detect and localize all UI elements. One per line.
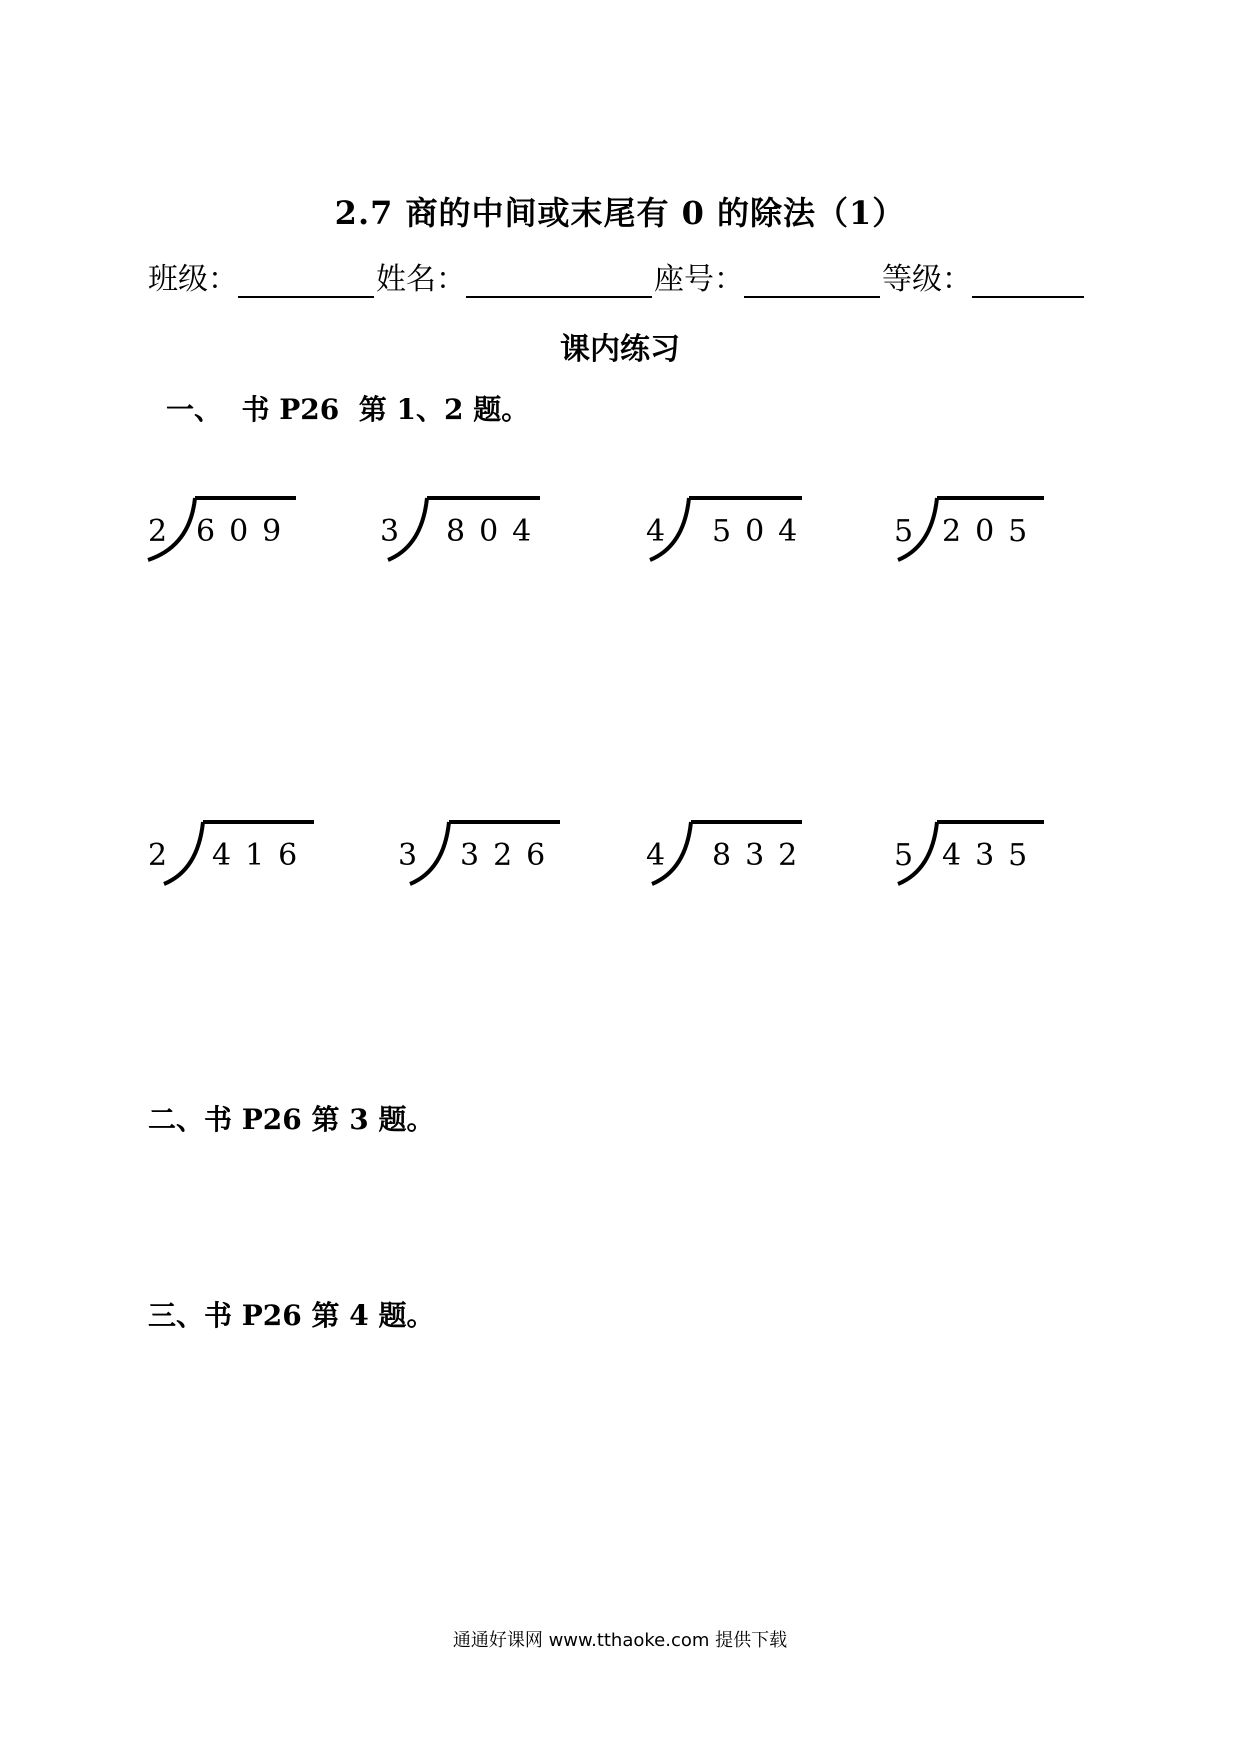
divisor: 4 — [646, 838, 666, 873]
divisor: 3 — [398, 838, 418, 873]
division-problem — [646, 496, 816, 576]
class-label: 班级： — [148, 262, 238, 297]
question-3-title: 三、书 P26 第 4 题。 — [148, 1299, 435, 1332]
dividend: 609 — [196, 514, 296, 549]
dividend: 326 — [460, 838, 560, 873]
name-label: 姓名： — [376, 262, 466, 297]
student-info-row — [148, 258, 1108, 298]
dividend: 804 — [446, 514, 546, 549]
question-1-title: 一、 书 P26 第 1、2 题。 — [166, 393, 530, 426]
seat-field[interactable] — [744, 260, 880, 298]
divisor: 5 — [894, 838, 914, 873]
division-problem — [398, 820, 568, 900]
division-problem — [892, 496, 1062, 576]
footer-credit: 通通好课网 www.tthaoke.com 提供下载 — [452, 1630, 788, 1651]
grade-label: 等级： — [882, 262, 972, 297]
seat-label: 座号： — [654, 262, 744, 297]
class-field[interactable] — [238, 260, 374, 298]
dividend: 416 — [212, 838, 312, 873]
section-heading: 课内练习 — [560, 332, 680, 367]
dividend: 504 — [712, 514, 812, 549]
divisor: 3 — [380, 514, 400, 549]
page-title: 2.7 商的中间或末尾有 0 的除法（1） — [334, 194, 906, 232]
dividend: 205 — [942, 514, 1042, 549]
division-problem — [380, 496, 554, 576]
divisor: 2 — [148, 514, 168, 549]
divisor: 4 — [646, 514, 666, 549]
name-field[interactable] — [466, 260, 652, 298]
dividend: 832 — [712, 838, 812, 873]
question-2-title: 二、书 P26 第 3 题。 — [148, 1103, 435, 1136]
division-problem — [892, 820, 1062, 900]
division-problem — [146, 820, 316, 900]
division-problem — [146, 496, 316, 576]
divisor: 2 — [148, 838, 168, 873]
grade-field[interactable] — [972, 260, 1084, 298]
divisor: 5 — [894, 514, 914, 549]
division-problem — [646, 820, 816, 900]
dividend: 435 — [942, 838, 1042, 873]
